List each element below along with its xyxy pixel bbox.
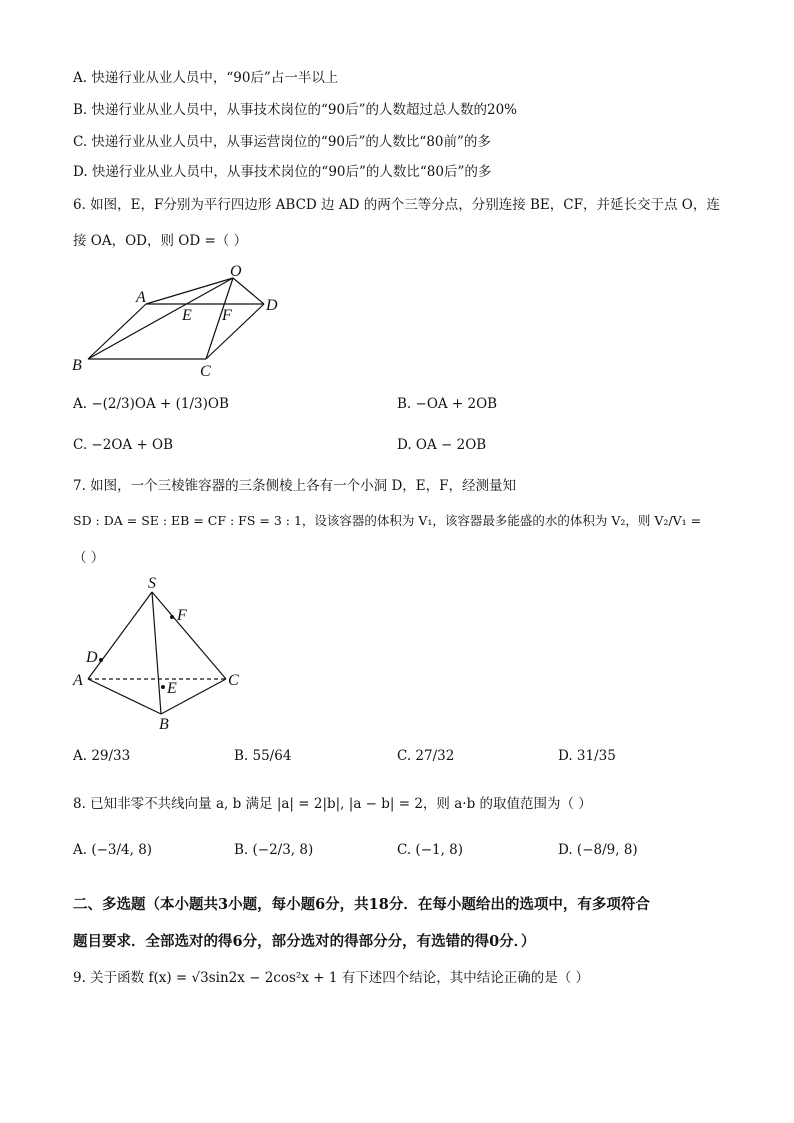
q9-stem: 9. 关于函数 f(x) = √3sin2x − 2cos²x + 1 有下述四个结论，其中结论正确的是（ ）: [73, 970, 590, 986]
q8-option-d: D. (−8/9, 8): [558, 842, 638, 858]
label-D: D: [86, 649, 98, 666]
q8-stem: 8. 已知非零不共线向量 a, b 满足 |a| = 2|b|, |a − b| = 2，则 a·b 的取值范围为（ ）: [73, 796, 592, 812]
label-A: A: [136, 289, 146, 306]
q7-option-b: B. 55/64: [234, 748, 292, 764]
q6-stem-line2: 接 OA，OD，则 OD =（ ）: [73, 233, 248, 249]
label-S: S: [148, 575, 156, 592]
label-A: A: [73, 672, 83, 689]
label-D: D: [266, 297, 278, 314]
q8-option-b: B. (−2/3, 8): [234, 842, 314, 858]
label-F: F: [177, 607, 187, 624]
q6-option-b: B. −OA + 2OB: [397, 396, 498, 412]
q7-stem-line3: （ ）: [73, 550, 105, 566]
line-OD: [233, 278, 264, 304]
q7-option-d: D. 31/35: [558, 748, 616, 764]
q7-stem-line1: 7. 如图，一个三棱锥容器的三条侧棱上各有一个小洞 D，E，F，经测量知: [73, 478, 517, 494]
q6-parallelogram-figure: [68, 260, 298, 380]
edge-SB: [152, 592, 161, 714]
q7-tetrahedron-figure: [68, 572, 248, 732]
label-C: C: [200, 363, 211, 380]
edge-SA: [88, 592, 152, 679]
q6-option-c: C. −2OA + OB: [73, 437, 174, 453]
label-B: B: [72, 357, 82, 374]
q5-option-c: C. 快递行业从业人员中，从事运营岗位的“90后”的人数比“80前”的多: [73, 134, 491, 150]
q8-option-a: A. (−3/4, 8): [73, 842, 153, 858]
label-E: E: [167, 680, 177, 697]
label-F: F: [222, 307, 232, 324]
q5-option-a: A. 快递行业从业人员中，“90后”占一半以上: [73, 70, 339, 86]
label-E: E: [182, 307, 192, 324]
label-C: C: [228, 672, 239, 689]
point-E: [161, 685, 165, 689]
section2-heading-line1: 二、多选题（本小题共3小题，每小题6分，共18分．在每小题给出的选项中，有多项符合: [73, 896, 650, 913]
q6-option-d: D. OA − 2OB: [397, 437, 487, 453]
edge-SC: [152, 592, 226, 679]
q7-option-c: C. 27/32: [397, 748, 455, 764]
section2-heading-line2: 题目要求．全部选对的得6分，部分选对的得部分分，有选错的得0分．）: [73, 933, 536, 950]
edge-AB: [88, 679, 161, 714]
q6-option-a: A. −(2/3)OA + (1/3)OB: [73, 396, 229, 412]
q5-option-d: D. 快递行业从业人员中，从事技术岗位的“90后”的人数比“80后”的多: [73, 164, 492, 180]
line-BO: [88, 278, 233, 359]
q8-option-c: C. (−1, 8): [397, 842, 464, 858]
label-B: B: [159, 716, 169, 732]
q7-stem-line2: SD : DA = SE : EB = CF : FS = 3 : 1，设该容器的体积为 V₁，该容器最多能盛的水的体积为 V₂，则 V₂/V₁ =: [73, 513, 702, 528]
line-OA: [146, 278, 233, 304]
point-F: [170, 615, 174, 619]
q7-option-a: A. 29/33: [73, 748, 131, 764]
point-D: [99, 658, 103, 662]
q5-option-b: B. 快递行业从业人员中，从事技术岗位的“90后”的人数超过总人数的20%: [73, 102, 517, 118]
label-O: O: [230, 263, 242, 280]
q6-stem-line1: 6. 如图，E，F分别为平行四边形 ABCD 边 AD 的两个三等分点，分别连接 BE，CF，并延长交于点 O，连: [73, 197, 720, 213]
